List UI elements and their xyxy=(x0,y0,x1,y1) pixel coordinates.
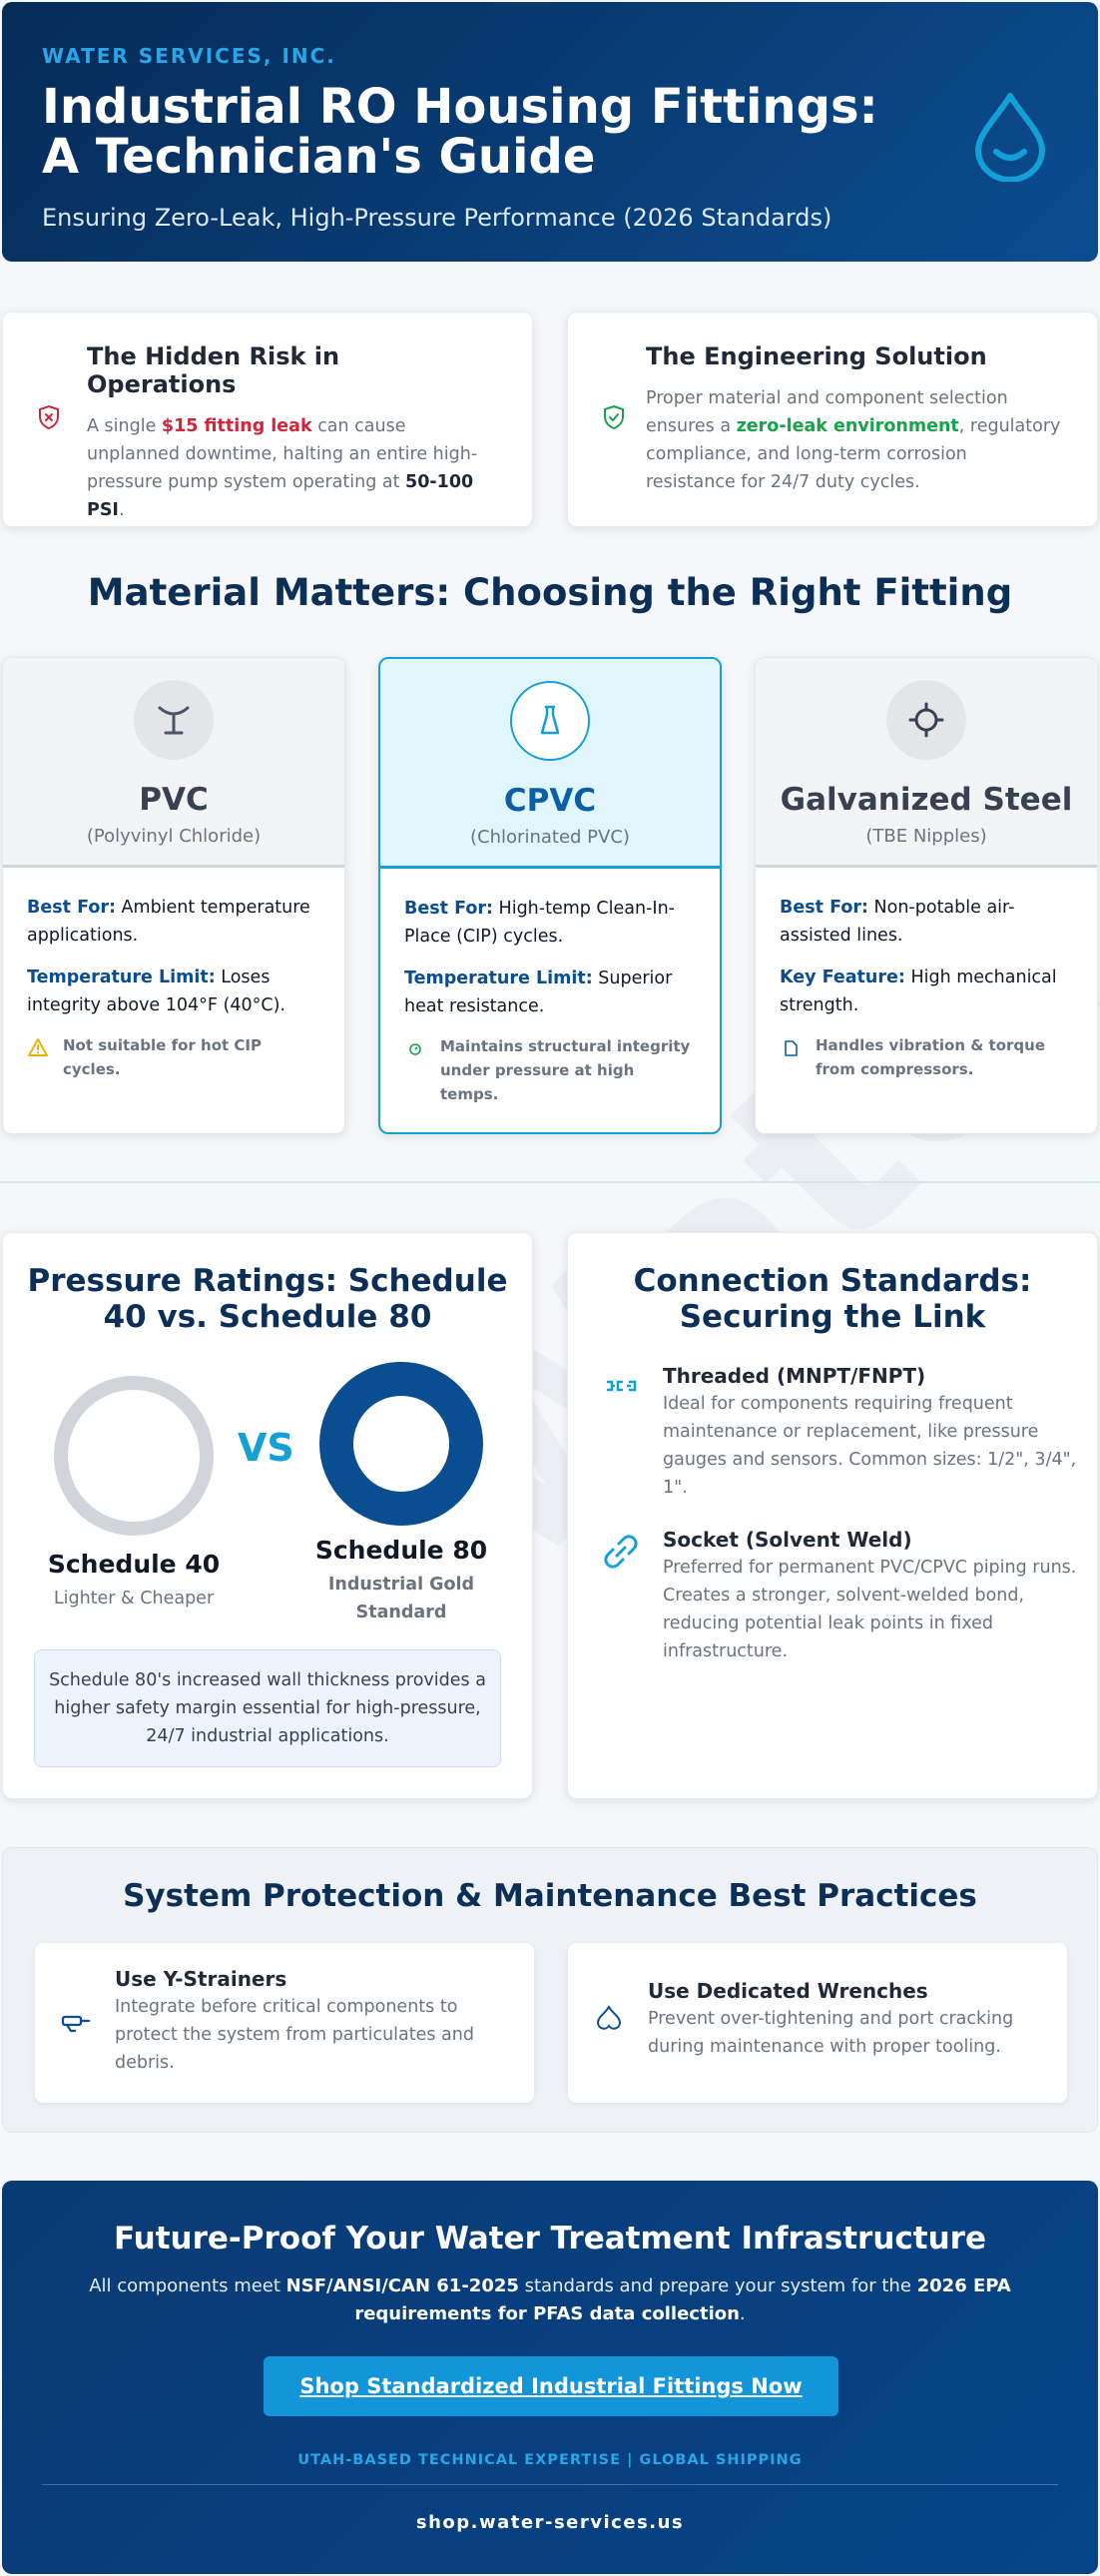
material-card-cpvc xyxy=(378,657,722,1134)
page-title: Industrial RO Housing Fittings: A Technician's Guide xyxy=(42,79,878,185)
connections-card xyxy=(567,1232,1098,1799)
connection-item-socket: Socket (Solvent Weld) Preferred for permanent PVC/CPVC piping runs. Creates a stronger, solvent-welded bond, reducing potential leak points in fixed infrastructure. xyxy=(599,1528,1078,1665)
footer-text: All components meet NSF/ANSI/CAN 61-2025 standards and prepare your system for the 2026 EPA requirements for PFAS data collection. xyxy=(89,2275,1011,2324)
schedule-80-ring xyxy=(319,1362,483,1526)
crosshair-gear-icon xyxy=(886,680,966,760)
material-card-pvc xyxy=(2,657,345,1134)
material-fullname: (Chlorinated PVC) xyxy=(470,827,630,848)
protection-title: System Protection & Maintenance Best Practices xyxy=(123,1878,977,1914)
material-limit: Temperature Limit: Superior heat resistance. xyxy=(404,968,673,1016)
material-limit: Temperature Limit: Loses integrity above 104°F (40°C). xyxy=(27,967,285,1015)
solution-text: Proper material and component selection ensures a zero-leak environment, regulatory compliance, and long-term corrosion resistance for 24/7 duty cycles. xyxy=(646,388,1061,492)
link-icon xyxy=(599,1530,643,1574)
pipe-fitting-icon xyxy=(134,680,214,760)
material-feature: Key Feature: High mechanical strength. xyxy=(780,967,1057,1015)
material-name: PVC xyxy=(139,782,209,818)
connection-item-threaded: Threaded (MNPT/FNPT) Ideal for components requiring frequent maintenance or replacement, like pressure gauges and sensors. Common sizes: 1/2", 3/4", 1". xyxy=(599,1364,1078,1502)
footer-title: Future-Proof Your Water Treatment Infrastructure xyxy=(114,2221,986,2256)
footer-url-link[interactable]: shop.water-services.us xyxy=(415,2512,685,2533)
schedule-40-ring xyxy=(54,1376,214,1536)
material-best-for: Best For: High-temp Clean-In-Place (CIP) cycles. xyxy=(404,899,675,947)
brand-name: WATER SERVICES, INC. xyxy=(42,44,336,68)
material-fullname: (TBE Nipples) xyxy=(865,826,987,847)
practice-card-wrenches: Use Dedicated Wrenches Prevent over-tightening and port cracking during maintenance with proper tooling. xyxy=(568,1943,1067,2103)
gauge-icon xyxy=(404,1038,426,1060)
material-fullname: (Polyvinyl Chloride) xyxy=(86,826,262,847)
materials-title: Material Matters: Choosing the Right Fitting xyxy=(87,571,1013,614)
material-note: Not suitable for hot CIP cycles. xyxy=(27,1033,320,1081)
shop-cta-button[interactable]: Shop Standardized Industrial Fittings Now xyxy=(264,2356,838,2416)
threaded-connector-icon xyxy=(599,1364,643,1408)
schedule-80-info: Schedule 80 Industrial Gold Standard xyxy=(314,1536,488,1622)
filter-icon xyxy=(59,2007,93,2037)
material-name: CPVC xyxy=(503,783,597,819)
protection-section xyxy=(2,1847,1098,2133)
material-card-steel xyxy=(755,657,1098,1134)
section-divider xyxy=(0,1181,1100,1183)
footer-cta-section xyxy=(2,2181,1098,2574)
footer-divider xyxy=(42,2484,1058,2485)
material-note: Maintains structural integrity under pressure at high temps. xyxy=(404,1034,696,1106)
risk-text: A single $15 fitting leak can cause unplanned downtime, halting an entire high-pressure pump system operating at 50-100 PSI. xyxy=(87,416,478,520)
material-best-for: Best For: Non-potable air-assisted lines. xyxy=(780,898,1015,946)
water-drop-icon xyxy=(972,90,1048,182)
flask-icon xyxy=(510,681,590,761)
material-name: Galvanized Steel xyxy=(780,782,1073,818)
shield-alert-icon xyxy=(37,404,61,430)
wrench-hand-icon xyxy=(592,2003,626,2033)
pressure-title: Pressure Ratings: Schedule 40 vs. Schedule 80 xyxy=(27,1263,508,1335)
schedule-40-info: Schedule 40 Lighter & Cheaper xyxy=(47,1550,221,1609)
risk-title: The Hidden Risk in Operations xyxy=(87,342,340,398)
pressure-note: Schedule 80's increased wall thickness provides a higher safety margin essential for high-pressure, 24/7 industrial applications. xyxy=(34,1649,501,1767)
footer-tagline: UTAH-BASED TECHNICAL EXPERTISE | GLOBAL SHIPPING xyxy=(297,2452,803,2468)
hero-header xyxy=(2,2,1098,262)
risk-card xyxy=(2,312,533,527)
material-note: Handles vibration & torque from compressors. xyxy=(780,1033,1073,1081)
solution-title: The Engineering Solution xyxy=(646,342,987,370)
page-subtitle: Ensuring Zero-Leak, High-Pressure Performance (2026 Standards) xyxy=(42,204,832,232)
shield-check-icon xyxy=(602,404,626,430)
practice-card-strainers: Use Y-Strainers Integrate before critical components to protect the system from particulates and debris. xyxy=(35,1943,534,2103)
material-best-for: Best For: Ambient temperature applications. xyxy=(27,898,310,946)
document-icon xyxy=(780,1037,802,1059)
connections-title: Connection Standards: Securing the Link xyxy=(633,1263,1032,1335)
vs-label: VS xyxy=(238,1426,294,1470)
warning-icon xyxy=(27,1037,49,1057)
solution-card xyxy=(567,312,1098,527)
